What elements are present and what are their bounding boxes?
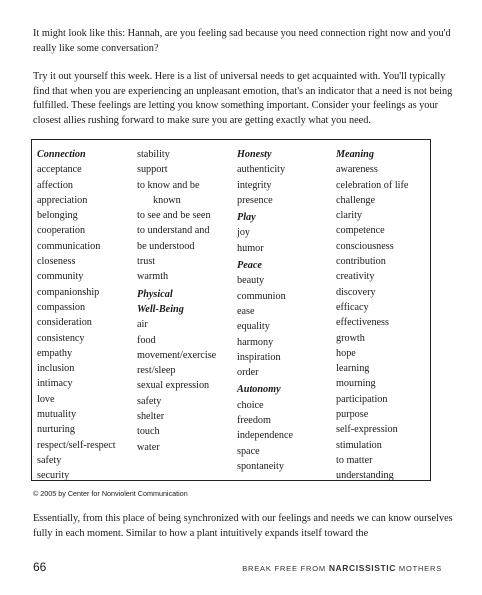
heading-autonomy: Autonomy: [237, 384, 281, 396]
list-item: intimacy: [37, 378, 73, 390]
list-connection: [37, 162, 116, 483]
list-item: mourning: [336, 378, 376, 390]
list-honesty: [237, 162, 293, 208]
list-item: choice: [237, 399, 264, 411]
instruction-paragraph: Try it out yourself this week. Here is a list of universal needs to get acquainted with. You'll typically find that when you are experiencing an unpleasant emotion, that's an indicator that a need is not being fulfilled. These feelings are letting you know something important. Consider your feelings as your closest allies rushing forward to make sure you are getting exactly what you need.: [33, 71, 453, 126]
list-item: participation: [336, 393, 388, 405]
list-item: to understand and: [137, 225, 210, 237]
column-honesty-play-peace-autonomy: [237, 147, 293, 474]
list-item: to matter: [336, 454, 373, 466]
list-item: competence: [336, 225, 385, 237]
list-item: respect/self-respect: [37, 439, 116, 451]
list-item: belonging: [37, 210, 78, 222]
list-item: contribution: [336, 256, 386, 268]
copyright-credit: © 2005 by Center for Nonviolent Communication: [33, 489, 188, 498]
list-item: self-expression: [336, 424, 398, 436]
list-item: freedom: [237, 415, 271, 427]
list-item: growth: [336, 332, 365, 344]
intro-paragraph: It might look like this: Hannah, are you feeling sad because you need connection right now and you'd really like some conversation?: [33, 28, 451, 54]
list-item: compassion: [37, 301, 86, 313]
list-item: space: [237, 445, 260, 457]
list-connection-continued: [137, 147, 216, 285]
universal-needs-table: [31, 139, 431, 481]
heading-physical-line1: Physical: [137, 288, 173, 300]
list-item: joy: [237, 227, 251, 239]
list-item: rest/sleep: [137, 365, 176, 377]
list-item: water: [137, 441, 160, 453]
list-item: effectiveness: [336, 317, 389, 329]
list-item: food: [137, 334, 156, 346]
list-item: touch: [137, 426, 160, 438]
list-item: inclusion: [37, 363, 75, 375]
list-item: equality: [237, 321, 270, 333]
column-connection: [37, 147, 116, 484]
list-item: awareness: [336, 164, 378, 176]
running-head: [242, 563, 442, 573]
list-autonomy: [237, 398, 293, 474]
list-item: closeness: [37, 256, 76, 268]
list-item: celebration of life: [336, 179, 409, 191]
list-item: shelter: [137, 411, 165, 423]
list-item: ease: [237, 305, 255, 317]
column-connection-continued: [137, 147, 216, 455]
closing-paragraph: Essentially, from this place of being synchronized with our feelings and needs we can know ourselves fully in each moment. Similar to how a plant intuitively expands itself toward the: [33, 513, 453, 539]
list-item: hope: [336, 347, 356, 359]
list-item: support: [137, 164, 168, 176]
list-item: mutuality: [37, 409, 77, 421]
column-meaning: [336, 147, 408, 484]
list-item: understanding: [336, 470, 394, 482]
list-item: inspiration: [237, 351, 281, 363]
list-item: sexual expression: [137, 380, 210, 392]
list-item: independence: [237, 430, 294, 442]
list-item: empathy: [37, 347, 73, 359]
list-item: efficacy: [336, 301, 369, 313]
list-item: to see and be seen: [137, 210, 211, 222]
running-head-suffix: MOTHERS: [398, 564, 442, 573]
list-item: presence: [237, 194, 273, 206]
list-item: communion: [237, 290, 286, 302]
list-item: appreciation: [37, 194, 88, 206]
list-item: love: [37, 393, 55, 405]
list-item: purpose: [336, 409, 369, 421]
list-item: affection: [37, 179, 74, 191]
list-item: communication: [37, 240, 101, 252]
list-item: known: [153, 194, 181, 206]
list-item: to know and be: [137, 179, 200, 191]
list-item: authenticity: [237, 164, 286, 176]
heading-play: Play: [237, 212, 256, 224]
list-item: spontaneity: [237, 460, 284, 472]
list-item: humor: [237, 242, 264, 254]
list-item: be understood: [137, 240, 195, 252]
heading-connection: Connection: [37, 149, 86, 160]
running-head-emphasis: NARCISSISTIC: [328, 563, 396, 573]
list-item: companionship: [37, 286, 100, 298]
list-play: [237, 225, 293, 256]
list-item: community: [37, 271, 84, 283]
list-peace: [237, 273, 293, 380]
heading-honesty: Honesty: [237, 149, 272, 160]
list-item: nurturing: [37, 424, 75, 436]
list-item: warmth: [137, 271, 169, 283]
list-item: safety: [137, 395, 162, 407]
list-item: air: [137, 319, 148, 331]
list-meaning: [336, 162, 408, 483]
list-item: creativity: [336, 271, 375, 283]
list-item: clarity: [336, 210, 363, 222]
list-item: security: [37, 470, 70, 482]
list-item: consciousness: [336, 240, 394, 252]
list-item: trust: [137, 256, 156, 268]
list-item: movement/exercise: [137, 349, 217, 361]
list-item: stability: [137, 149, 170, 160]
running-head-prefix: BREAK FREE FROM: [242, 564, 326, 573]
list-item: stimulation: [336, 439, 382, 451]
list-item: challenge: [336, 194, 376, 206]
list-item: learning: [336, 363, 370, 375]
page-number: 66: [33, 560, 47, 574]
heading-physical-line2: Well-Being: [137, 303, 184, 315]
heading-peace: Peace: [237, 260, 262, 272]
heading-meaning: Meaning: [336, 149, 374, 160]
list-item: harmony: [237, 336, 274, 348]
list-item: cooperation: [37, 225, 86, 237]
list-item: consideration: [37, 317, 92, 329]
list-physical: [137, 317, 216, 455]
list-item: beauty: [237, 275, 265, 287]
list-item: consistency: [37, 332, 85, 344]
list-item: safety: [37, 454, 62, 466]
list-item: integrity: [237, 179, 272, 191]
list-item: acceptance: [37, 164, 82, 176]
list-item: order: [237, 367, 259, 379]
list-item: discovery: [336, 286, 376, 298]
